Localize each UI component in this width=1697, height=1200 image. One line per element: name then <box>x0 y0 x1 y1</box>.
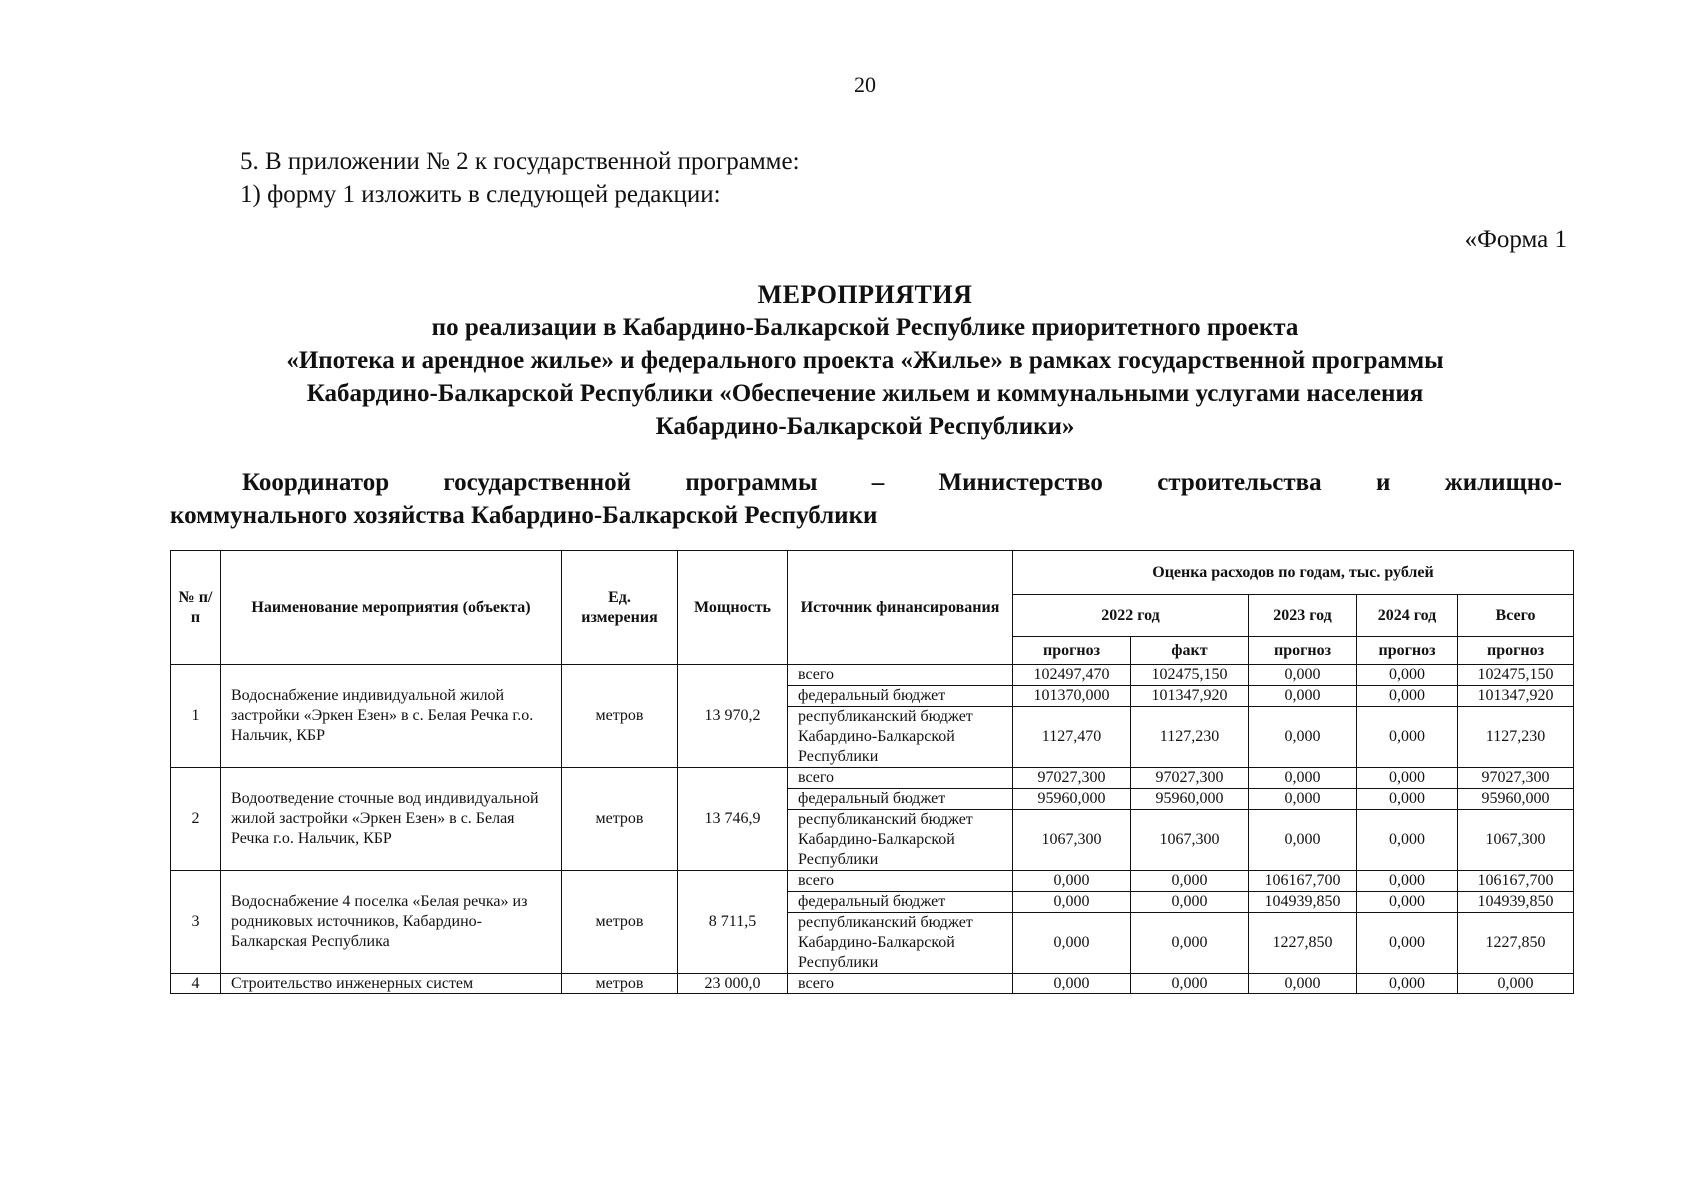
title-line-3: Кабардино-Балкарской Республики «Обеспечение жильем и коммунальными услугами населения <box>306 380 1424 407</box>
value-cell: 0,000 <box>1357 665 1458 686</box>
header-capacity: Мощность <box>678 551 788 665</box>
value-cell: 1067,300 <box>1458 810 1574 871</box>
value-cell: 0,000 <box>1249 665 1357 686</box>
row-name: Строительство инженерных систем <box>221 974 562 994</box>
source-label: всего <box>788 871 1013 892</box>
source-label: всего <box>788 974 1013 994</box>
coordinator-word: Министерство <box>938 469 1103 496</box>
header-name: Наименование мероприятия (объекта) <box>221 551 562 665</box>
value-cell: 0,000 <box>1249 810 1357 871</box>
value-cell: 0,000 <box>1013 871 1131 892</box>
header-forecast: прогноз <box>1013 637 1131 665</box>
value-cell: 101347,920 <box>1458 686 1574 707</box>
value-cell: 0,000 <box>1249 768 1357 789</box>
header-fact: факт <box>1131 637 1249 665</box>
page-number: 20 <box>854 72 876 97</box>
value-cell: 0,000 <box>1249 707 1357 768</box>
row-num: 4 <box>171 974 221 994</box>
row-num: 3 <box>171 871 221 974</box>
value-cell: 0,000 <box>1249 686 1357 707</box>
row-name: Водоотведение сточные вод индивидуальной жилой застройки «Эркен Езен» в с. Белая Речка г.о. Нальчик, КБР <box>221 768 562 871</box>
coordinator-word: строительства <box>1157 469 1322 496</box>
value-cell: 97027,300 <box>1013 768 1131 789</box>
coordinator-word: программы <box>685 469 818 496</box>
coordinator-word: жилищно- <box>1444 469 1562 496</box>
table-row <box>171 768 1574 789</box>
header-2022: 2022 год <box>1013 595 1249 637</box>
header-estimate: Оценка расходов по годам, тыс. рублей <box>1013 551 1574 595</box>
source-label: федеральный бюджет <box>788 789 1013 810</box>
row-capacity: 8 711,5 <box>678 871 788 974</box>
value-cell: 0,000 <box>1131 892 1249 913</box>
paragraph-1: 5. В приложении № 2 к государственной программе: <box>240 148 800 175</box>
header-total: Всего <box>1458 595 1574 637</box>
row-capacity: 13 746,9 <box>678 768 788 871</box>
header-forecast: прогноз <box>1458 637 1574 665</box>
value-cell: 1227,850 <box>1458 913 1574 974</box>
value-cell: 1127,230 <box>1458 707 1574 768</box>
value-cell: 95960,000 <box>1458 789 1574 810</box>
value-cell: 0,000 <box>1357 789 1458 810</box>
document-title <box>170 278 1560 443</box>
header-unit: Ед. измерения <box>562 551 678 665</box>
title-line-1: по реализации в Кабардино-Балкарской Республике приоритетного проекта <box>431 314 1299 341</box>
value-cell: 102475,150 <box>1131 665 1249 686</box>
coordinator-word: государственной <box>443 469 632 496</box>
table-row <box>171 665 1574 686</box>
value-cell: 101347,920 <box>1131 686 1249 707</box>
value-cell: 102475,150 <box>1458 665 1574 686</box>
source-label: всего <box>788 768 1013 789</box>
events-table <box>170 550 1574 994</box>
header-num: № п/п <box>171 551 221 665</box>
row-capacity: 23 000,0 <box>678 974 788 994</box>
table-row <box>171 871 1574 892</box>
header-forecast: прогноз <box>1249 637 1357 665</box>
row-unit: метров <box>562 974 678 994</box>
value-cell: 0,000 <box>1357 686 1458 707</box>
value-cell: 0,000 <box>1458 974 1574 994</box>
value-cell: 1127,470 <box>1013 707 1131 768</box>
value-cell: 102497,470 <box>1013 665 1131 686</box>
value-cell: 0,000 <box>1357 974 1458 994</box>
value-cell: 104939,850 <box>1249 892 1357 913</box>
value-cell: 106167,700 <box>1249 871 1357 892</box>
value-cell: 97027,300 <box>1458 768 1574 789</box>
value-cell: 0,000 <box>1013 913 1131 974</box>
paragraph-2: 1) форму 1 изложить в следующей редакции: <box>240 181 721 208</box>
value-cell: 0,000 <box>1131 913 1249 974</box>
value-cell: 0,000 <box>1357 810 1458 871</box>
source-label: федеральный бюджет <box>788 686 1013 707</box>
value-cell: 0,000 <box>1357 913 1458 974</box>
source-label: всего <box>788 665 1013 686</box>
row-num: 2 <box>171 768 221 871</box>
header-forecast: прогноз <box>1357 637 1458 665</box>
value-cell: 0,000 <box>1131 871 1249 892</box>
value-cell: 0,000 <box>1357 768 1458 789</box>
row-capacity: 13 970,2 <box>678 665 788 768</box>
row-name: Водоснабжение 4 поселка «Белая речка» из родниковых источников, Кабардино-Балкарская Республика <box>221 871 562 974</box>
coordinator-text <box>170 466 1562 532</box>
value-cell: 0,000 <box>1013 892 1131 913</box>
row-unit: метров <box>562 665 678 768</box>
value-cell: 104939,850 <box>1458 892 1574 913</box>
source-label: республиканский бюджет Кабардино-Балкарской Республики <box>788 707 1013 768</box>
value-cell: 95960,000 <box>1131 789 1249 810</box>
value-cell: 0,000 <box>1249 974 1357 994</box>
title-main: МЕРОПРИЯТИЯ <box>757 280 973 309</box>
header-source: Источник финансирования <box>788 551 1013 665</box>
table-row <box>171 974 1574 994</box>
value-cell: 0,000 <box>1131 974 1249 994</box>
value-cell: 0,000 <box>1013 974 1131 994</box>
coordinator-word: Координатор <box>242 469 390 496</box>
source-label: республиканский бюджет Кабардино-Балкарской Республики <box>788 810 1013 871</box>
value-cell: 1227,850 <box>1249 913 1357 974</box>
coordinator-word: – <box>871 469 885 496</box>
title-line-4: Кабардино-Балкарской Республики» <box>655 413 1075 440</box>
coordinator-word: и <box>1375 469 1391 496</box>
value-cell: 0,000 <box>1357 707 1458 768</box>
value-cell: 0,000 <box>1249 789 1357 810</box>
row-num: 1 <box>171 665 221 768</box>
source-label: республиканский бюджет Кабардино-Балкарской Республики <box>788 913 1013 974</box>
row-unit: метров <box>562 768 678 871</box>
value-cell: 1067,300 <box>1013 810 1131 871</box>
header-2024: 2024 год <box>1357 595 1458 637</box>
form-label: «Форма 1 <box>1464 226 1567 253</box>
value-cell: 1127,230 <box>1131 707 1249 768</box>
value-cell: 97027,300 <box>1131 768 1249 789</box>
coordinator-line-2: коммунального хозяйства Кабардино-Балкарской Республики <box>170 502 878 529</box>
row-name: Водоснабжение индивидуальной жилой застройки «Эркен Езен» в с. Белая Речка г.о. Нальчик, КБР <box>221 665 562 768</box>
title-line-2: «Ипотека и арендное жилье» и федерального проекта «Жилье» в рамках государственной программы <box>286 347 1444 374</box>
value-cell: 101370,000 <box>1013 686 1131 707</box>
header-2023: 2023 год <box>1249 595 1357 637</box>
row-unit: метров <box>562 871 678 974</box>
coordinator-line-1 <box>170 466 1562 499</box>
value-cell: 95960,000 <box>1013 789 1131 810</box>
value-cell: 106167,700 <box>1458 871 1574 892</box>
value-cell: 0,000 <box>1357 871 1458 892</box>
value-cell: 0,000 <box>1357 892 1458 913</box>
value-cell: 1067,300 <box>1131 810 1249 871</box>
source-label: федеральный бюджет <box>788 892 1013 913</box>
